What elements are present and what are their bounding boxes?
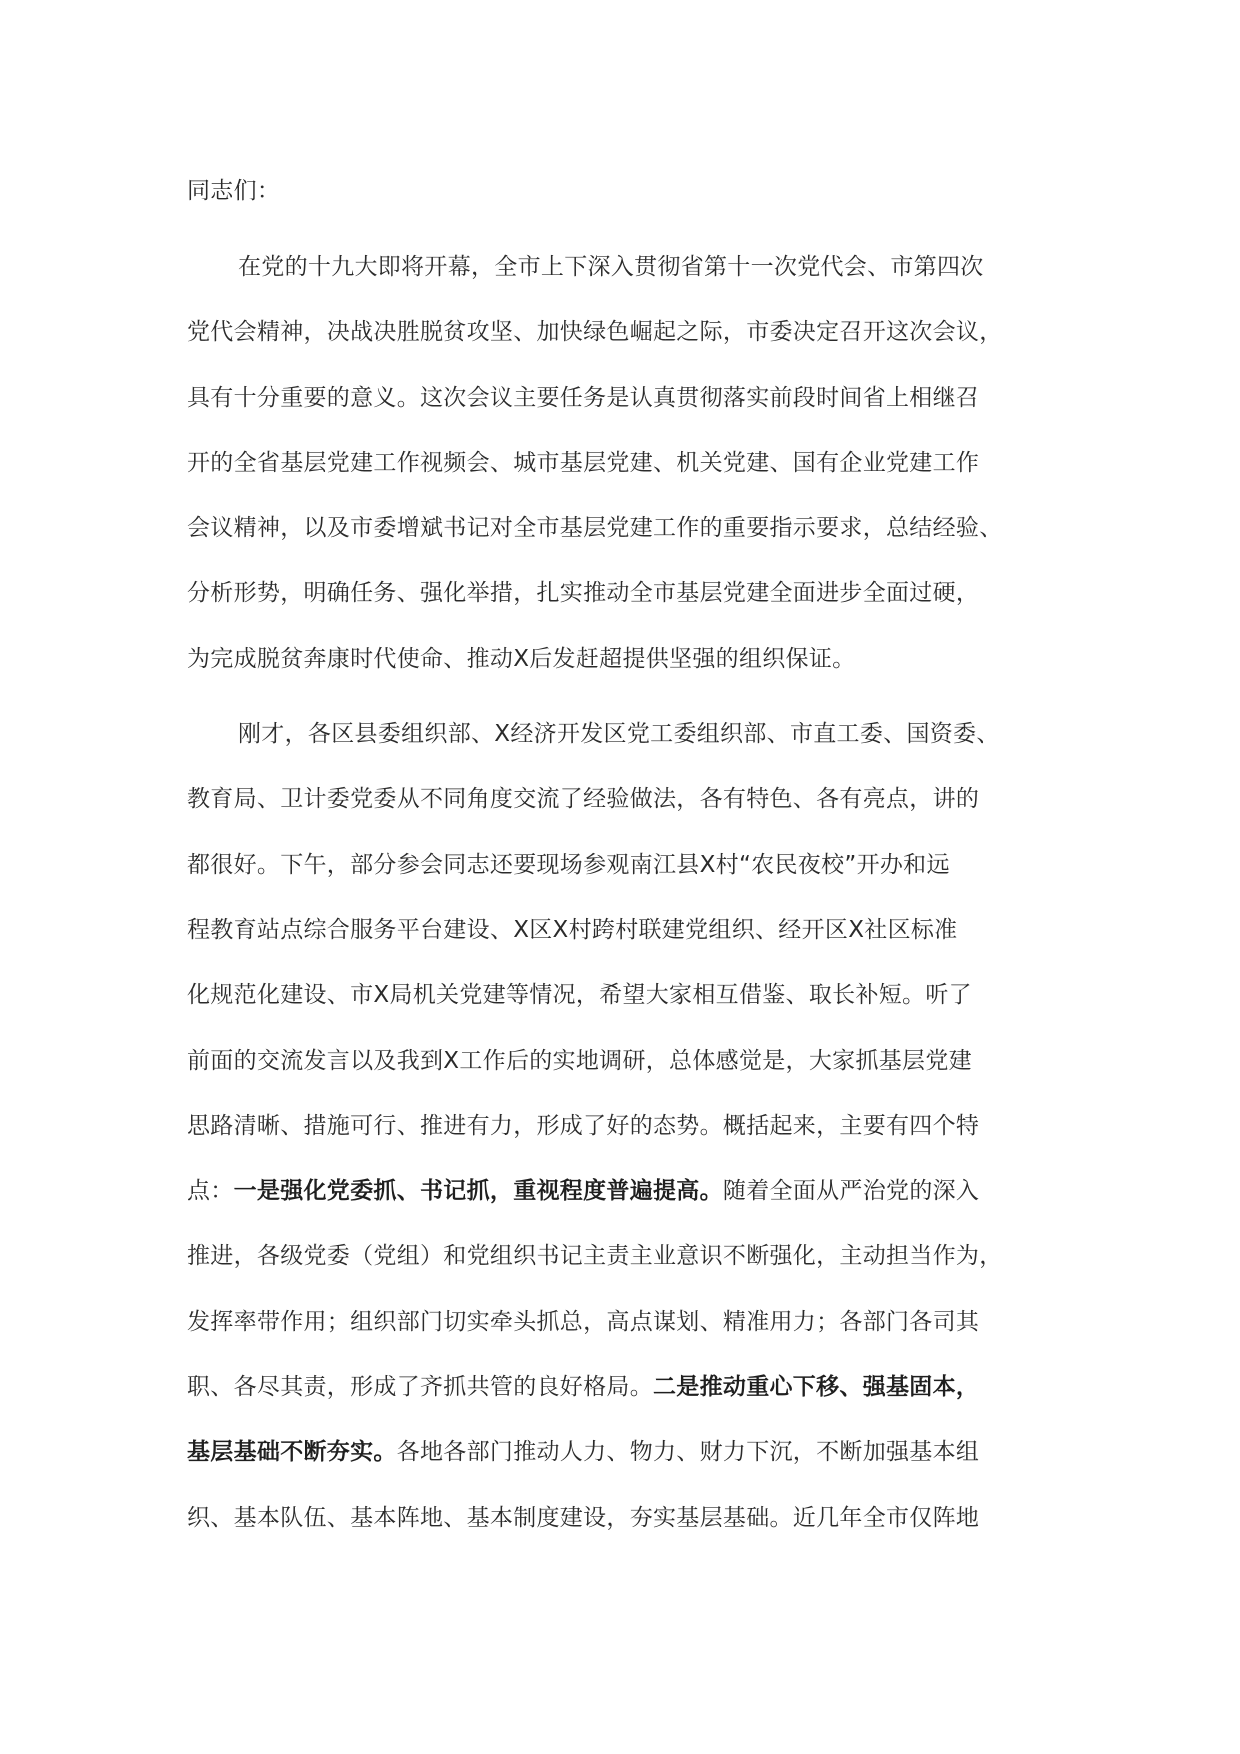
- paragraph-line: 程教育站点综合服务平台建设、X区X村跨村联建党组织、经开区X社区标准: [187, 916, 958, 943]
- paragraph-line: 织、基本队伍、基本阵地、基本制度建设，夯实基层基础。近几年全市仅阵地: [187, 1504, 980, 1531]
- paragraph-line: 会议精神，以及市委增斌书记对全市基层党建工作的重要指示要求，总结经验、: [187, 515, 1003, 542]
- paragraph-line: 思路清晰、措施可行、推进有力，形成了好的态势。概括起来，主要有四个特: [187, 1112, 980, 1139]
- paragraph-line: 刚才，各区县委组织部、X经济开发区党工委组织部、市直工委、国资委、: [238, 721, 1000, 748]
- paragraph-line: 开的全省基层党建工作视频会、城市基层党建、机关党建、国有企业党建工作: [187, 449, 980, 476]
- paragraph-line: 在党的十九大即将开幕，全市上下深入贯彻省第十一次党代会、市第四次: [238, 254, 984, 280]
- paragraph-line: 具有十分重要的意义。这次会议主要任务是认真贯彻落实前段时间省上相继召: [187, 384, 980, 411]
- document-body: [187, 178, 1067, 1570]
- paragraph-line: 前面的交流发言以及我到X工作后的实地调研，总体感觉是，大家抓基层党建: [187, 1047, 972, 1074]
- paragraph-line: [187, 1178, 1067, 1243]
- paragraph-gap: [187, 711, 1067, 721]
- key-point-2-continued: 基层基础不断夯实。: [187, 1439, 397, 1466]
- paragraph-line: 推进，各级党委（党组）和党组织书记主责主业意识不断强化，主动担当作为，: [187, 1243, 1003, 1270]
- paragraph-line: 教育局、卫计委党委从不同角度交流了经验做法，各有特色、各有亮点，讲的: [187, 786, 980, 813]
- paragraph-line: [187, 1374, 1067, 1439]
- line-suffix: 随着全面从严治党的深入: [722, 1178, 980, 1205]
- paragraph-line: 党代会精神，决战决胜脱贫攻坚、加快绿色崛起之际，市委决定召开这次会议，: [187, 319, 1003, 346]
- key-point-2: 二是推动重心下移、强基固本，: [653, 1374, 980, 1401]
- paragraph-line: 为完成脱贫奔康时代使命、推动X后发赶超提供坚强的组织保证。: [187, 645, 856, 672]
- line-plain: 各地各部门推动人力、物力、财力下沉，不断加强基本组: [396, 1439, 980, 1466]
- paragraph-line: 发挥率带作用；组织部门切实牵头抓总，高点谋划、精准用力；各部门各司其: [187, 1308, 980, 1335]
- salutation: 同志们：: [187, 178, 281, 204]
- key-point-1: 一是强化党委抓、书记抓，重视程度普遍提高。: [233, 1178, 723, 1205]
- paragraph-1: [187, 254, 1067, 711]
- line-plain: 职、各尽其责，形成了齐抓共管的良好格局。: [187, 1374, 653, 1401]
- paragraph-line: [187, 1439, 1067, 1504]
- line-prefix: 点：: [187, 1178, 234, 1205]
- paragraph-line: 都很好。下午，部分参会同志还要现场参观南江县X村“农民夜校”开办和远: [187, 851, 950, 878]
- paragraph-line: 化规范化建设、市X局机关党建等情况，希望大家相互借鉴、取长补短。听了: [187, 982, 972, 1009]
- paragraph-line: 分析形势，明确任务、强化举措，扎实推动全市基层党建全面进步全面过硬，: [187, 580, 980, 607]
- paragraph-2: [187, 721, 1067, 1570]
